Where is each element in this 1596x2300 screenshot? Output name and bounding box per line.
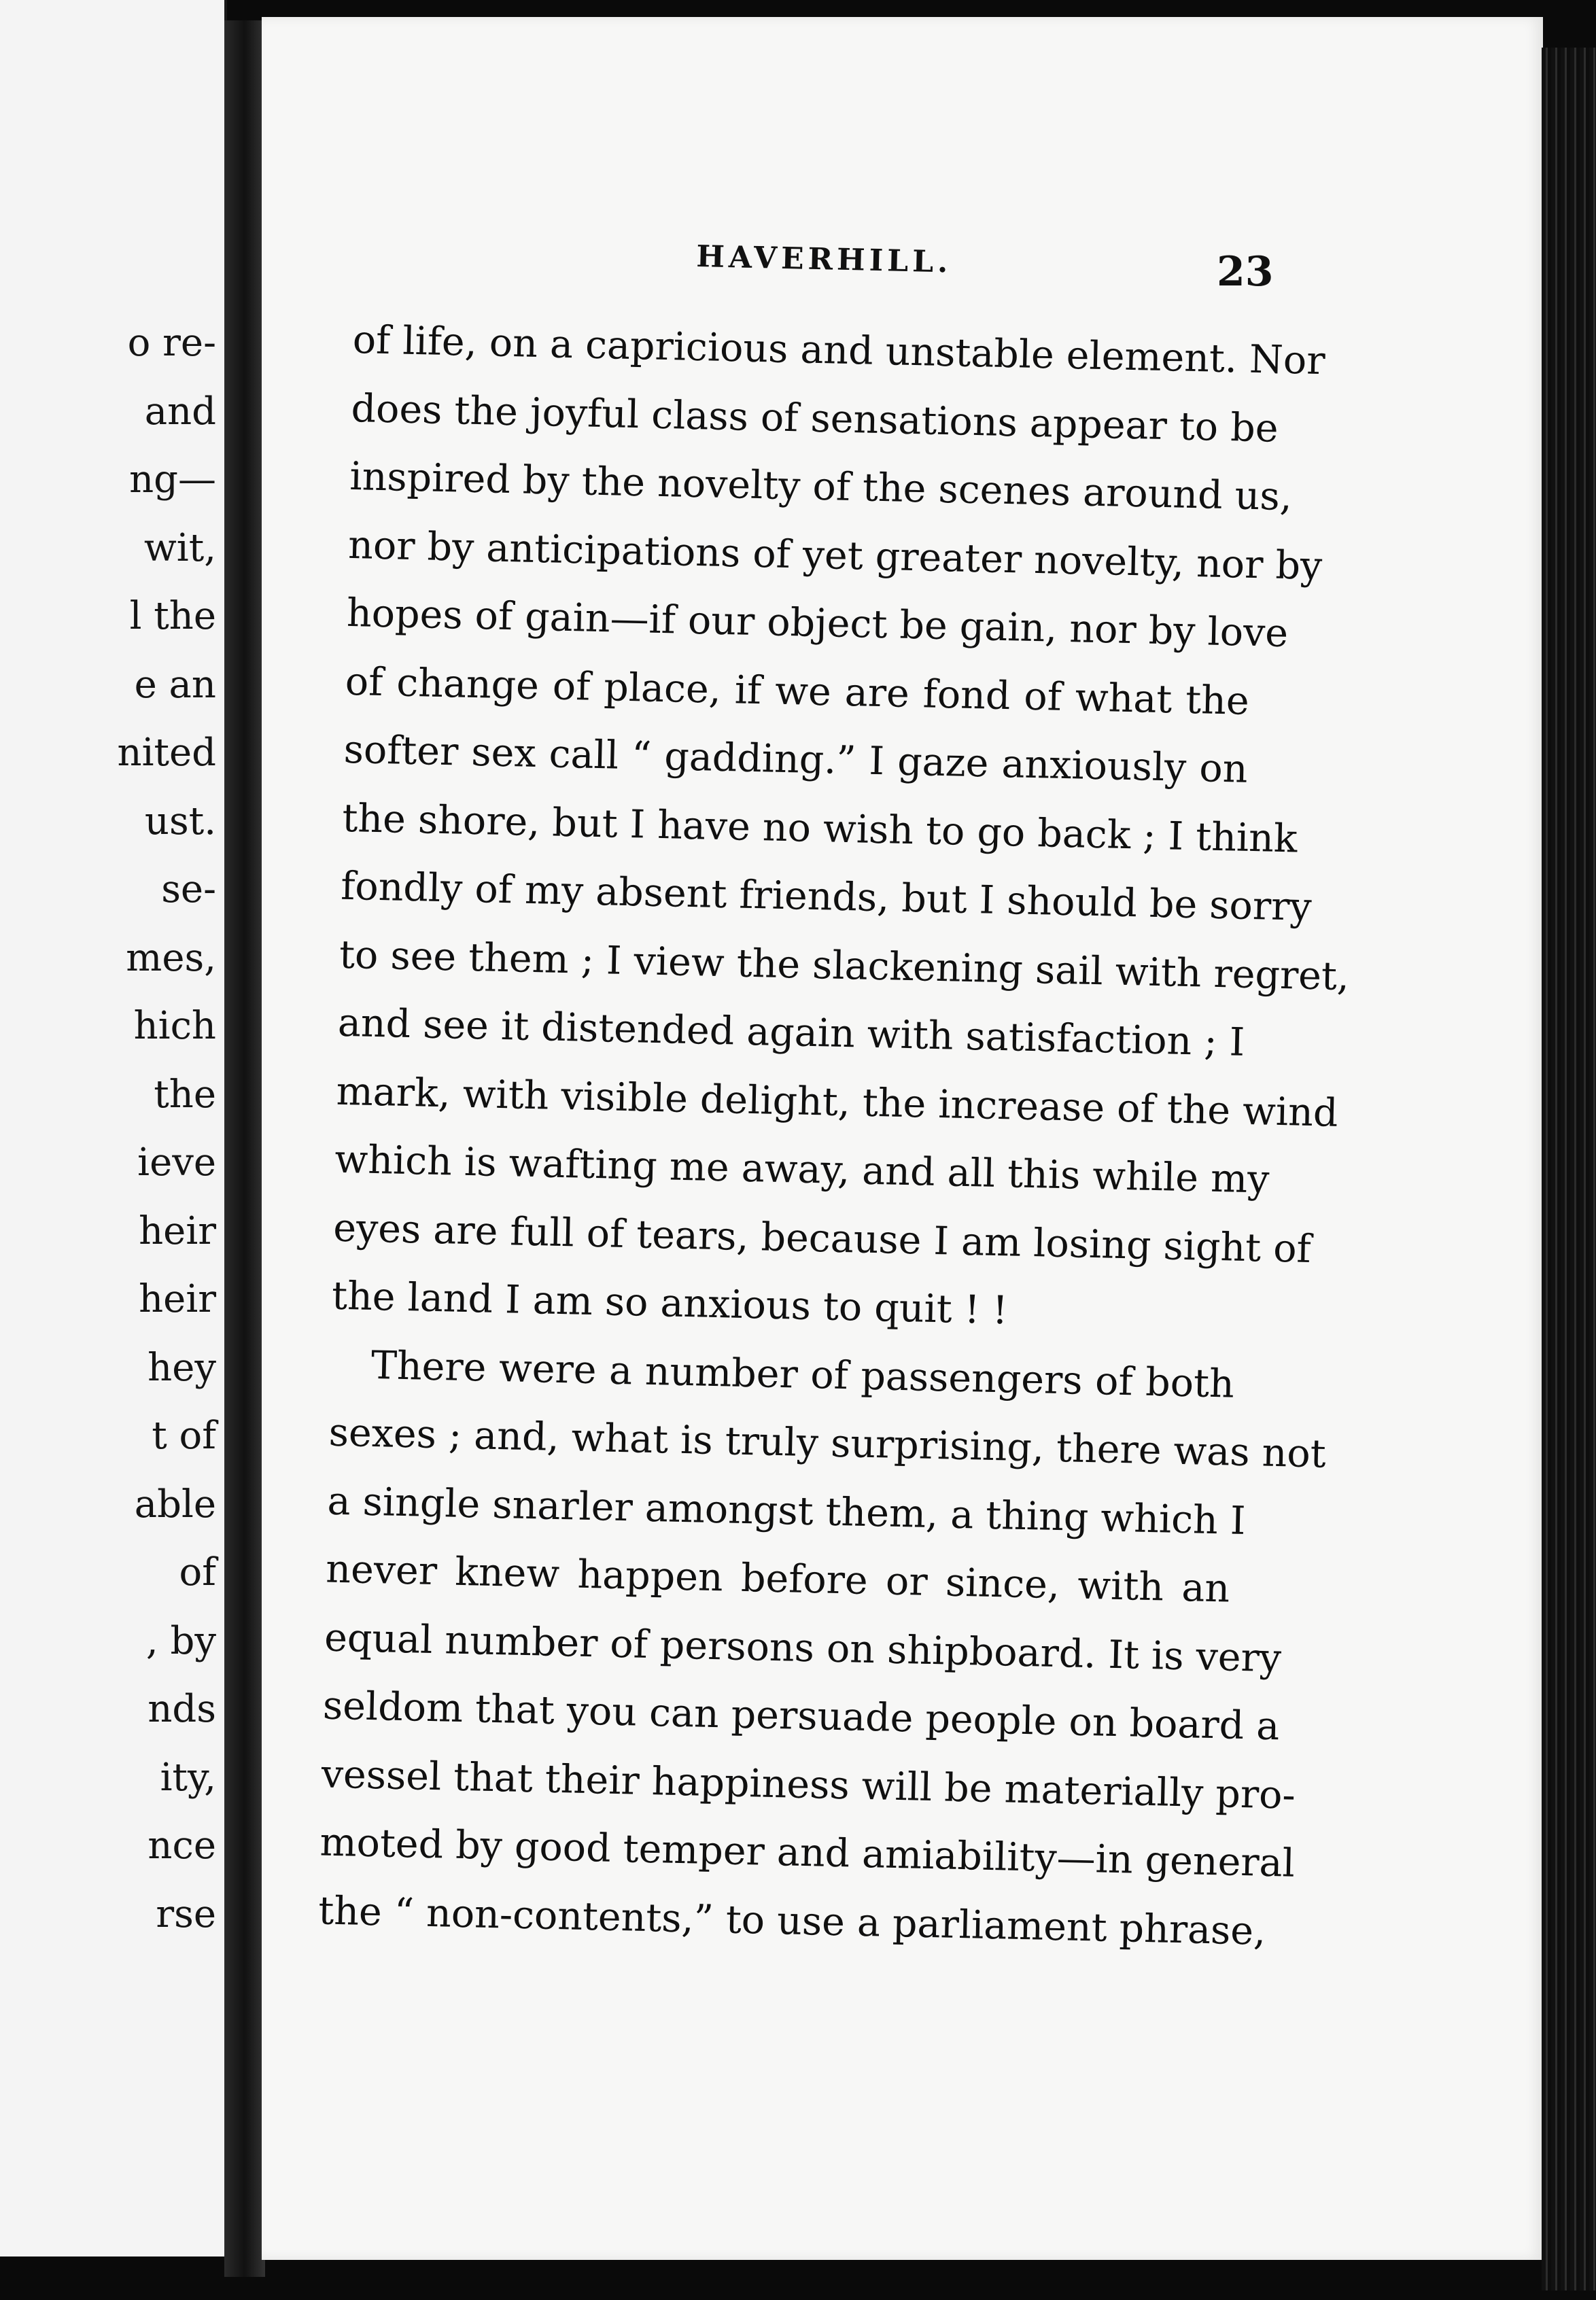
text-line: the shore, but I have no wish to go back ; I think — [341, 795, 1298, 861]
text-line: eyes are full of tears, because I am losing sight of — [332, 1205, 1312, 1272]
previous-page-line: nited — [117, 731, 216, 775]
previous-page-line: nds — [148, 1687, 216, 1731]
text-line: and see it distended again with satisfaction ; I — [337, 1000, 1245, 1065]
previous-page-line: se- — [161, 867, 216, 911]
previous-page-line: ust. — [144, 799, 216, 843]
text-line: fondly of my absent friends, but I should be sorry — [340, 863, 1313, 930]
text-line: to see them ; I view the slackening sail with regret, — [339, 932, 1350, 999]
previous-page-line: rse — [156, 1892, 216, 1936]
text-line: the land I am so anxious to quit ! ! — [331, 1273, 1009, 1334]
text-line: equal number of persons on shipboard. It is very — [324, 1615, 1282, 1681]
previous-page-line: nce — [148, 1824, 216, 1868]
previous-page-line: able — [134, 1482, 216, 1527]
page-block-edge — [1542, 48, 1596, 2290]
paragraph-1 — [331, 306, 1350, 1350]
previous-page-line: l the — [129, 594, 216, 638]
text-line: There were a number of passengers of both — [370, 1342, 1235, 1407]
previous-page-line: o re- — [127, 321, 216, 365]
previous-page-text — [0, 309, 224, 1949]
text-line: inspired by the novelty of the scenes around us, — [349, 453, 1293, 520]
page-number: 23 — [1217, 248, 1274, 296]
previous-page-line: wit, — [143, 525, 216, 570]
paragraph-2 — [317, 1330, 1327, 1964]
text-line: a single snarler amongst them, a thing which I — [326, 1478, 1247, 1544]
text-line: mark, with visible delight, the increase of the wind — [336, 1068, 1339, 1136]
text-line: moted by good temper and amiability—in general — [319, 1819, 1296, 1886]
text-line: never knew happen before or since, with an — [325, 1546, 1230, 1611]
text-line: seldom that you can persuade people on board a — [322, 1683, 1280, 1749]
previous-page-line: of — [179, 1550, 216, 1595]
previous-page-line: e an — [134, 662, 216, 707]
body-text — [317, 306, 1350, 1964]
running-head: HAVERHILL. — [695, 239, 953, 280]
previous-page-line: heir — [139, 1277, 216, 1321]
text-line: of change of place, if we are fond of what the — [345, 659, 1250, 724]
text-line: which is wafting me away, and all this while my — [334, 1136, 1270, 1202]
previous-page — [0, 0, 227, 2257]
book-gutter — [224, 20, 265, 2277]
text-line: does the joyful class of sensations appear to be — [350, 385, 1279, 451]
text-line: the “ non-contents,” to use a parliament phrase, — [317, 1887, 1266, 1954]
text-line: nor by anticipations of yet greater novelty, nor by — [347, 522, 1323, 589]
previous-page-line: , by — [145, 1618, 216, 1663]
text-line: of life, on a capricious and unstable element. Nor — [352, 317, 1326, 384]
text-line: softer sex call “ gadding.” I gaze anxiously on — [343, 727, 1249, 792]
previous-page-line: ieve — [137, 1140, 216, 1185]
text-line: sexes ; and, what is truly surprising, there was not — [328, 1410, 1327, 1477]
previous-page-line: heir — [139, 1208, 216, 1253]
text-line: vessel that their happiness will be materially pro- — [321, 1751, 1296, 1818]
text-line: hopes of gain—if our object be gain, nor by love — [346, 590, 1289, 657]
previous-page-line: and — [144, 389, 216, 434]
previous-page-line: hey — [148, 1345, 216, 1390]
previous-page-line: ng— — [129, 457, 216, 502]
previous-page-line: mes, — [126, 935, 216, 980]
previous-page-line: ity, — [160, 1755, 216, 1800]
previous-page-line: hich — [133, 1004, 216, 1048]
previous-page-line: the — [154, 1072, 216, 1117]
previous-page-line: t of — [152, 1414, 216, 1458]
